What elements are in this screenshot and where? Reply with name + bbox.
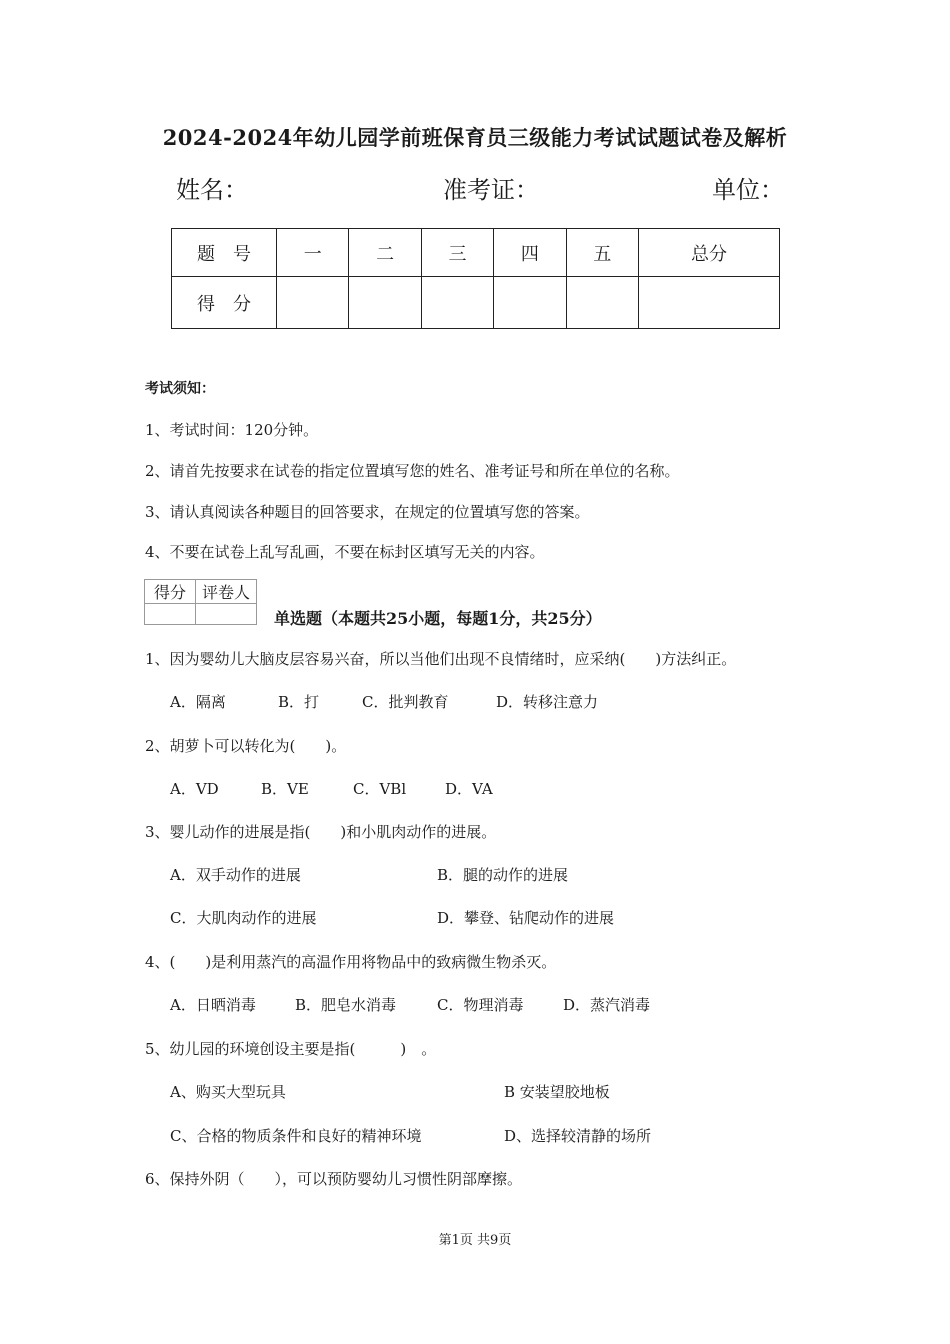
exam-id-field-label: 准考证： [443, 176, 539, 204]
note-item: 2、请首先按要求在试卷的指定位置填写您的姓名、准考证号和所在单位的名称。 [145, 462, 680, 480]
question-number-label: 题号 [172, 229, 277, 277]
question-stem: 4、( )是利用蒸汽的高温作用将物品中的致病微生物杀灭。 [145, 953, 557, 971]
document-title: 2024-2024年幼儿园学前班保育员三级能力考试试题试卷及解析 [162, 125, 788, 150]
score-column-header: 三 [421, 229, 493, 277]
grader-score-cell[interactable] [145, 604, 196, 625]
answer-option[interactable]: D．转移注意力 [496, 693, 599, 711]
answer-option[interactable]: D．蒸汽消毒 [563, 996, 651, 1014]
score-cell[interactable] [494, 277, 566, 329]
answer-option[interactable]: A、购买大型玩具 [170, 1083, 286, 1101]
answer-option[interactable]: D．攀登、钻爬动作的进展 [437, 909, 615, 927]
score-row-label: 得分 [172, 277, 277, 329]
grader-box [144, 579, 257, 625]
grader-score-label: 得分 [145, 580, 196, 604]
note-item: 4、不要在试卷上乱写乱画，不要在标封区填写无关的内容。 [145, 543, 545, 561]
score-cell[interactable] [277, 277, 349, 329]
score-column-header: 二 [349, 229, 421, 277]
answer-option[interactable]: D、选择较清静的场所 [504, 1127, 652, 1145]
answer-option[interactable]: B 安装望胶地板 [504, 1083, 610, 1101]
candidate-fields [0, 170, 950, 206]
answer-option[interactable]: C、合格的物质条件和良好的精神环境 [170, 1127, 422, 1145]
page-footer: 第1页 共9页 [438, 1233, 512, 1248]
grader-reviewer-cell[interactable] [196, 604, 257, 625]
note-item: 3、请认真阅读各种题目的回答要求，在规定的位置填写您的答案。 [145, 503, 590, 521]
section-heading: 单选题（本题共25小题，每题1分，共25分） [274, 609, 602, 628]
question-stem: 1、因为婴幼儿大脑皮层容易兴奋，所以当他们出现不良情绪时，应采纳( )方法纠正。 [145, 650, 737, 668]
name-field-label: 姓名： [176, 176, 248, 204]
question-stem: 3、婴儿动作的进展是指( )和小肌肉动作的进展。 [145, 823, 497, 841]
answer-option[interactable]: C．大肌肉动作的进展 [170, 909, 317, 927]
unit-field-label: 单位： [712, 176, 784, 204]
answer-option[interactable]: A．日晒消毒 [170, 996, 256, 1014]
answer-option[interactable]: B．VE [261, 780, 309, 798]
question-stem: 5、幼儿园的环境创设主要是指( ) 。 [145, 1040, 437, 1058]
question-stem: 6、保持外阴（ ），可以预防婴幼儿习惯性阴部摩擦。 [145, 1170, 523, 1188]
score-cell[interactable] [421, 277, 493, 329]
score-column-header: 总分 [638, 229, 779, 277]
score-column-header: 五 [566, 229, 638, 277]
answer-option[interactable]: D．VA [445, 780, 493, 798]
score-cell[interactable] [566, 277, 638, 329]
grader-reviewer-label: 评卷人 [196, 580, 257, 604]
answer-option[interactable]: A．隔离 [170, 693, 226, 711]
answer-option[interactable]: A．双手动作的进展 [170, 866, 301, 884]
score-table-header-row [172, 229, 780, 277]
score-column-header: 四 [494, 229, 566, 277]
notes-heading: 考试须知： [145, 381, 215, 397]
answer-option[interactable]: C．物理消毒 [437, 996, 524, 1014]
answer-option[interactable]: B．打 [278, 693, 320, 711]
answer-option[interactable]: B．肥皂水消毒 [295, 996, 397, 1014]
score-cell[interactable] [638, 277, 779, 329]
answer-option[interactable]: B．腿的动作的进展 [437, 866, 569, 884]
answer-option[interactable]: C．VBl [353, 780, 407, 798]
score-table [171, 228, 780, 329]
score-table-score-row [172, 277, 780, 329]
question-stem: 2、胡萝卜可以转化为( )。 [145, 737, 347, 755]
answer-option[interactable]: A．VD [170, 780, 219, 798]
answer-option[interactable]: C．批判教育 [362, 693, 449, 711]
score-cell[interactable] [349, 277, 421, 329]
score-column-header: 一 [277, 229, 349, 277]
note-item: 1、考试时间：120分钟。 [145, 421, 319, 439]
